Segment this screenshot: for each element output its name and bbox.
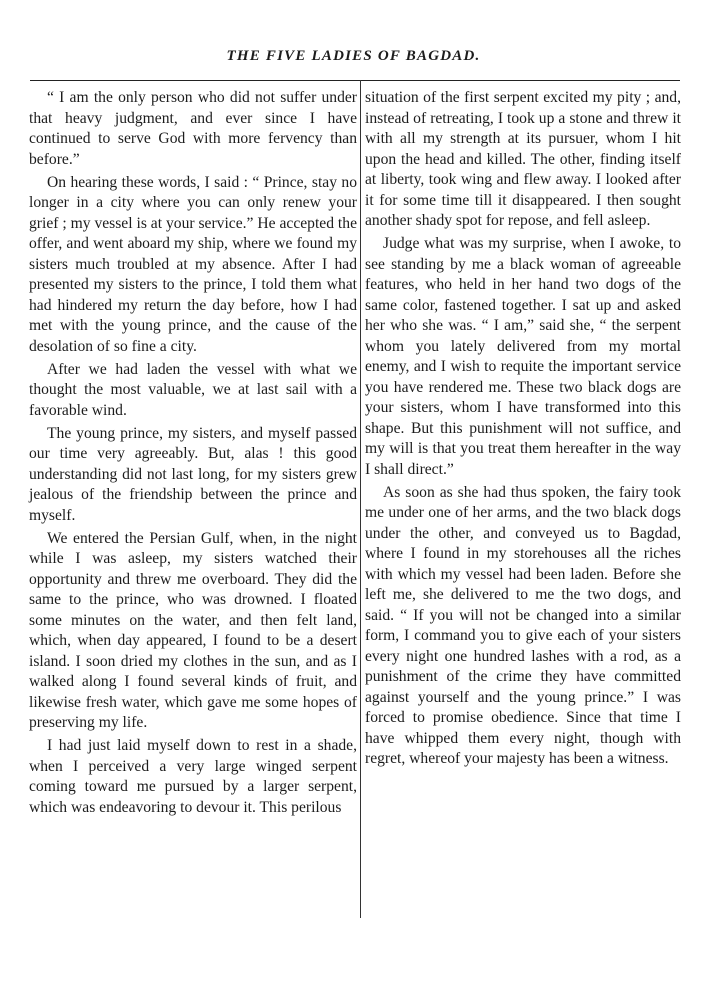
column-divider xyxy=(360,80,361,918)
paragraph: As soon as she had thus spoken, the fairy took me under one of her arms, and the two black dogs under the other, and conveyed us to Bagdad, where I found in my storehouses all the riches with which my vessel had been laden. Before she left me, she delivered to me the two dogs, and said. “ If you will not be changed into a similar form, I command you to give each of your sisters every night one hundred lashes with a rod, as a punishment of the crime they have committed against yourself and the young prince.” I was forced to promise obedience. Since that time I have whipped them every night, though with regret, whereof your majesty has been a witness. xyxy=(365,483,681,767)
right-column xyxy=(365,88,681,772)
header-rule xyxy=(30,80,680,81)
running-title: THE FIVE LADIES OF BAGDAD. xyxy=(226,48,481,64)
paragraph: We entered the Persian Gulf, when, in the night while I was asleep, my sisters watched their opportunity and threw me overboard. They did the same to the prince, who was drowned. I floated some minutes on the water, and then felt land, which, when day appeared, I found to be a desert island. I soon dried my clothes in the sun, and as I walked along I found several kinds of fruit, and likewise fresh water, which gave me some hopes of preserving my life. xyxy=(29,529,357,731)
left-column xyxy=(29,88,357,821)
continued-paragraph: situation of the first serpent excited my pity ; and, instead of retreating, I took up a stone and threw it with all my strength at its pursuer, whom I hit upon the head and killed. The other, finding itself at liberty, took wing and flew away. I looked after it for some time till it disappeared. I then sought another shady spot for repose, and fell asleep. xyxy=(365,89,681,229)
paragraph: On hearing these words, I said : “ Prince, stay no longer in a city where you can only renew your grief ; my vessel is at your service.” He accepted the offer, and went aboard my ship, where we found my sisters much troubled at my absence. After I had presented my sisters to the prince, I told them what had hindered my return the day before, how I had met with the young prince, and the cause of the desolation of so fine a city. xyxy=(29,173,357,355)
paragraph: I had just laid myself down to rest in a shade, when I perceived a very large winged serpent coming toward me pursued by a larger serpent, which was endeavoring to devour it. This perilous xyxy=(29,737,357,816)
paragraph: After we had laden the vessel with what we thought the most valuable, we at last sail with a favorable wind. xyxy=(29,360,357,419)
paragraph: The young prince, my sisters, and myself passed our time very agreeably. But, alas ! this good understanding did not last long, for my sisters grew jealous of the friendship between the prince and myself. xyxy=(29,424,357,524)
paragraph: “ I am the only person who did not suffer under that heavy judgment, and ever since I have continued to serve God with more fervency than before.” xyxy=(29,89,357,168)
paragraph: Judge what was my surprise, when I awoke, to see standing by me a black woman of agreeable features, who held in her hand two dogs of the same color, fastened together. I sat up and asked her who she was. “ I am,” said she, “ the serpent whom you lately delivered from my mortal enemy, and I wish to requite the important service you have rendered me. These two black dogs are your sisters, whom I have transformed into this shape. But this punishment will not suffice, and my will is that you treat them hereafter in the way I shall direct.” xyxy=(365,235,681,478)
